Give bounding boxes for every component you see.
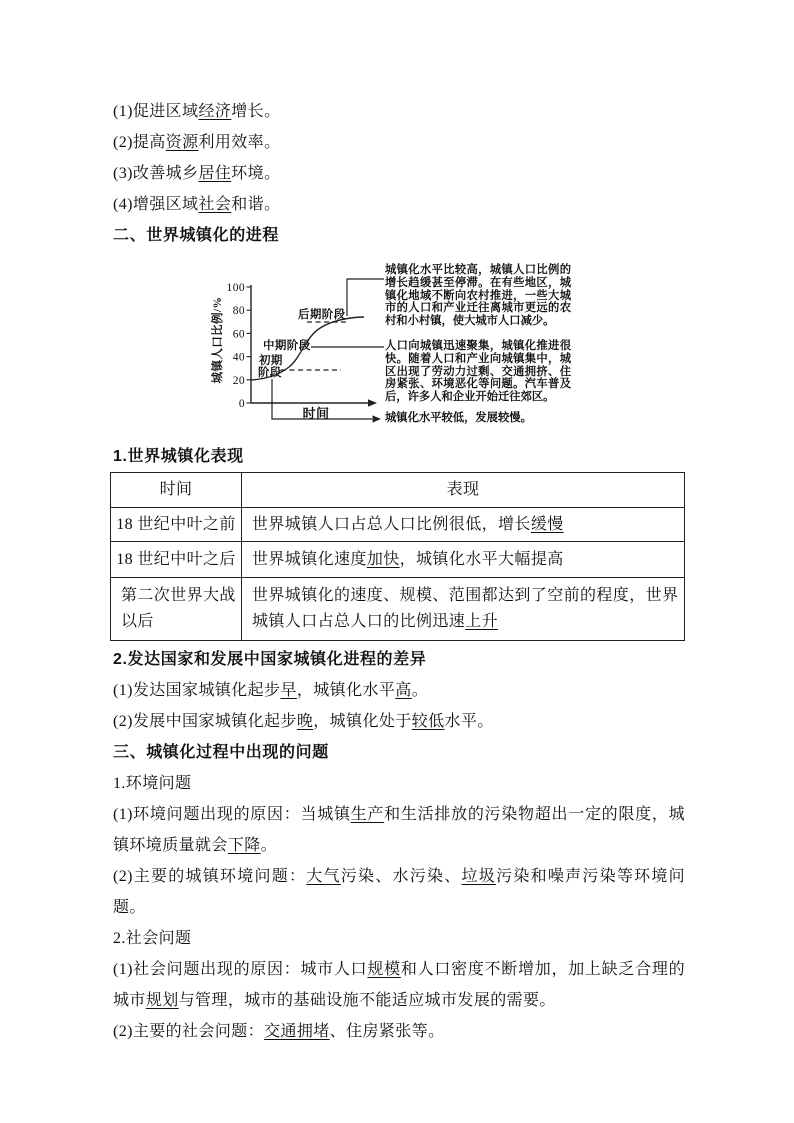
env-item-main-problems: (2)主要的城镇环境问题：大气污染、水污染、垃圾污染和噪声污染等环境问题。 xyxy=(113,868,685,916)
diff-item-developed: (1)发达国家城镇化起步早，城镇化水平高。 xyxy=(113,682,429,699)
cell-time-3: 第二次世界大战以后 xyxy=(111,578,242,641)
y-axis-tick-labels xyxy=(227,282,245,410)
stage-label-early-line1: 初期 xyxy=(259,355,283,367)
env-item-cause: (1)环境问题出现的原因：当城镇生产和生活排放的污染物超出一定的限度，城镇环境质量就会下降。 xyxy=(113,806,685,854)
urbanization-stage-figure xyxy=(113,256,685,441)
underlined-text: 大气 xyxy=(306,868,341,885)
social-item-cause: (1)社会问题出现的原因：城市人口规模和人口密度不断增加，加上缺乏合理的城市规划与管理，城市的基础设施不能适应城市发展的需要。 xyxy=(113,961,685,1009)
urbanization-performance-table xyxy=(110,472,685,641)
underlined-text: 资源 xyxy=(165,134,199,151)
subsection-heading-environment-problems: 1.环境问题 xyxy=(113,775,192,792)
list-item-benefit-4: (4)增强区域社会和谐。 xyxy=(113,196,281,213)
table-header-row xyxy=(111,473,685,508)
table-row-before-18th-century xyxy=(111,508,685,542)
stage-label-late: 后期阶段 xyxy=(298,309,346,321)
underlined-text: 较低 xyxy=(411,713,445,730)
tick-label-100: 100 xyxy=(226,282,245,294)
table-header-performance: 表现 xyxy=(242,473,685,508)
tick-label-20: 20 xyxy=(232,374,245,387)
underlined-text: 经济 xyxy=(198,103,232,120)
stage-label-middle: 中期阶段 xyxy=(263,340,311,352)
underlined-text: 生产 xyxy=(350,806,385,823)
underlined-text: 下降 xyxy=(227,837,261,854)
annotation-middle-stage: 人口向城镇迅速聚集，城镇化推进很快。随着人口和产业向城镇集中，城区出现了劳动力过剩、交通拥挤、住房紧张、环境恶化等问题。汽车普及后，许多人和企业开始迁往郊区。 xyxy=(385,340,571,404)
underlined-text: 缓慢 xyxy=(530,515,564,533)
social-item-main-problems: (2)主要的社会问题：交通拥堵、住房紧张等。 xyxy=(113,1023,445,1040)
underlined-text: 居住 xyxy=(198,165,232,182)
tick-label-80: 80 xyxy=(232,305,245,318)
subsection-heading-social-problems: 2.社会问题 xyxy=(113,930,192,947)
subsection-heading-country-differences: 2.发达国家和发展中国家城镇化进程的差异 xyxy=(113,651,427,668)
underlined-text: 上升 xyxy=(465,613,499,630)
x-axis-title: 时间 xyxy=(302,406,330,421)
x-axis-arrow xyxy=(368,399,377,407)
underlined-text: 高 xyxy=(395,682,412,699)
underlined-text: 交通拥堵 xyxy=(264,1023,330,1040)
cell-time-2: 18 世纪中叶之后 xyxy=(111,542,242,578)
cell-performance-1: 世界城镇人口占总人口比例很低，增长缓慢 xyxy=(242,508,685,542)
document-content xyxy=(113,96,685,1047)
diff-item-developing: (2)发展中国家城镇化起步晚，城镇化处于较低水平。 xyxy=(113,713,494,730)
stage-labels xyxy=(258,307,346,379)
stage-label-early-line2: 阶段 xyxy=(258,367,282,379)
tick-label-40: 40 xyxy=(232,351,245,364)
table-row-after-18th-century xyxy=(111,542,685,578)
cell-performance-3: 世界城镇化的速度、规模、范围都达到了空前的程度，世界城镇人口占总人口的比例迅速上升 xyxy=(242,578,685,641)
tick-label-0: 0 xyxy=(238,398,245,410)
underlined-text: 垃圾 xyxy=(461,868,497,885)
cell-performance-2: 世界城镇化速度加快，城镇化水平大幅提高 xyxy=(242,542,685,578)
subsection-heading-world-urbanization-performance: 1.世界城镇化表现 xyxy=(113,448,244,465)
annotation-late-stage: 城镇化水平比较高，城镇人口比例的增长趋缓甚至停滞。在有些地区，城镇化地域不断向农村推进，一些大城市的人口和产业迁往离城市更远的农村和小村镇，使大城市人口减少。 xyxy=(385,264,571,328)
underlined-text: 规模 xyxy=(367,961,401,978)
list-item-benefit-1: (1)促进区域经济增长。 xyxy=(113,103,281,120)
y-axis-title: 城镇人口比例/% xyxy=(212,296,224,384)
underlined-text: 社会 xyxy=(198,196,232,213)
underlined-text: 早 xyxy=(280,682,297,699)
table-row-after-wwii xyxy=(111,578,685,641)
list-item-benefit-2: (2)提高资源利用效率。 xyxy=(113,134,281,151)
annotation-early-stage: 城镇化水平较低，发展较慢。 xyxy=(385,412,532,424)
underlined-text: 规划 xyxy=(145,992,179,1009)
cell-time-1: 18 世纪中叶之前 xyxy=(111,508,242,542)
table-header-time: 时间 xyxy=(111,473,242,508)
underlined-text: 晚 xyxy=(296,713,314,730)
section-heading-world-urbanization-process: 二、世界城镇化的进程 xyxy=(113,227,280,244)
tick-label-60: 60 xyxy=(232,328,245,341)
early-annotation-arrow xyxy=(373,415,382,422)
section-heading-urbanization-problems: 三、城镇化过程中出现的问题 xyxy=(113,744,329,761)
list-item-benefit-3: (3)改善城乡居住环境。 xyxy=(113,165,281,182)
underlined-text: 加快 xyxy=(366,550,400,568)
